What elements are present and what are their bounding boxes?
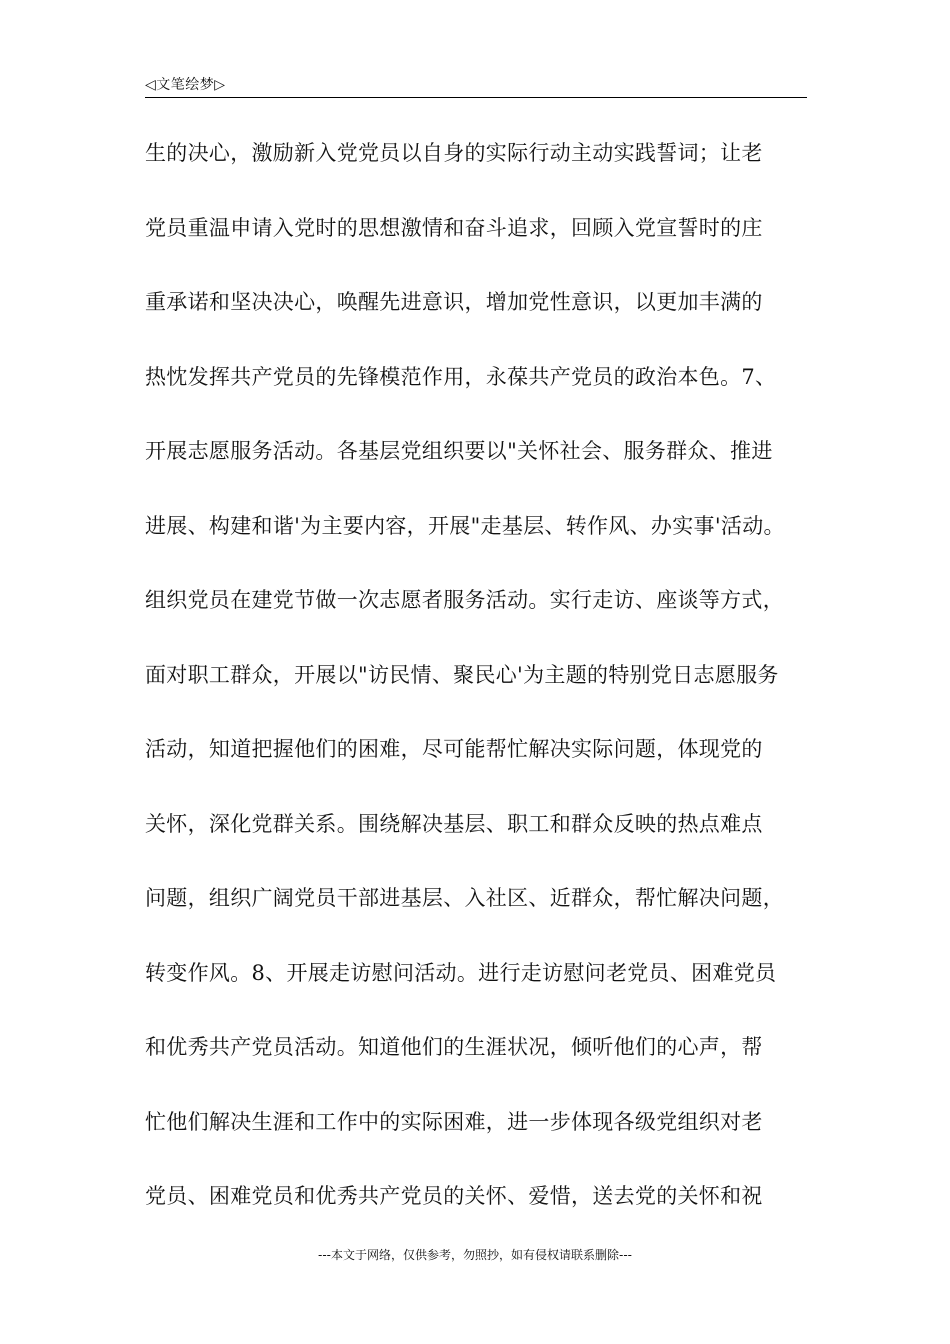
- page-header-title: ◁文笔绘梦▷: [145, 77, 226, 93]
- page-footer-disclaimer: ---本文于网络，仅供参考，勿照抄，如有侵权请联系删除---: [318, 1248, 632, 1262]
- document-body: [145, 133, 835, 1251]
- body-line: 活动，知道把握他们的困难，尽可能帮忙解决实际问题，体现党的: [145, 737, 763, 761]
- body-line: 党员、困难党员和优秀共产党员的关怀、爱惜，送去党的关怀和祝: [145, 1184, 763, 1208]
- body-line: 热忱发挥共产党员的先锋模范作用，永葆共产党员的政治本色。7、: [145, 364, 777, 389]
- body-line: 进展、构建和谐'为主要内容，开展"走基层、转作风、办实事'活动。: [145, 513, 785, 538]
- body-line: 生的决心，激励新入党党员以自身的实际行动主动实践誓词；让老: [145, 141, 763, 165]
- body-line: 重承诺和坚决决心，唤醒先进意识，增加党性意识，以更加丰满的: [145, 290, 763, 314]
- body-line: 党员重温申请入党时的思想激情和奋斗追求，回顾入党宣誓时的庄: [145, 215, 763, 240]
- body-line: 开展志愿服务活动。各基层党组织要以"关怀社会、服务群众、推进: [145, 439, 773, 463]
- body-line: 忙他们解决生涯和工作中的实际困难，进一步体现各级党组织对老: [145, 1109, 763, 1134]
- header-divider: [145, 97, 807, 98]
- body-line: 转变作风。8、开展走访慰问活动。进行走访慰问老党员、困难党员: [145, 960, 777, 985]
- body-line: 问题，组织广阔党员干部进基层、入社区、近群众，帮忙解决问题，: [145, 886, 784, 910]
- body-line: 面对职工群众，开展以"访民情、聚民心'为主题的特别党日志愿服务: [145, 662, 779, 687]
- body-line: 和优秀共产党员活动。知道他们的生涯状况，倾听他们的心声，帮: [145, 1035, 763, 1059]
- body-line: 关怀，深化党群关系。围绕解决基层、职工和群众反映的热点难点: [145, 811, 763, 836]
- body-line: 组织党员在建党节做一次志愿者服务活动。实行走访、座谈等方式，: [145, 588, 784, 612]
